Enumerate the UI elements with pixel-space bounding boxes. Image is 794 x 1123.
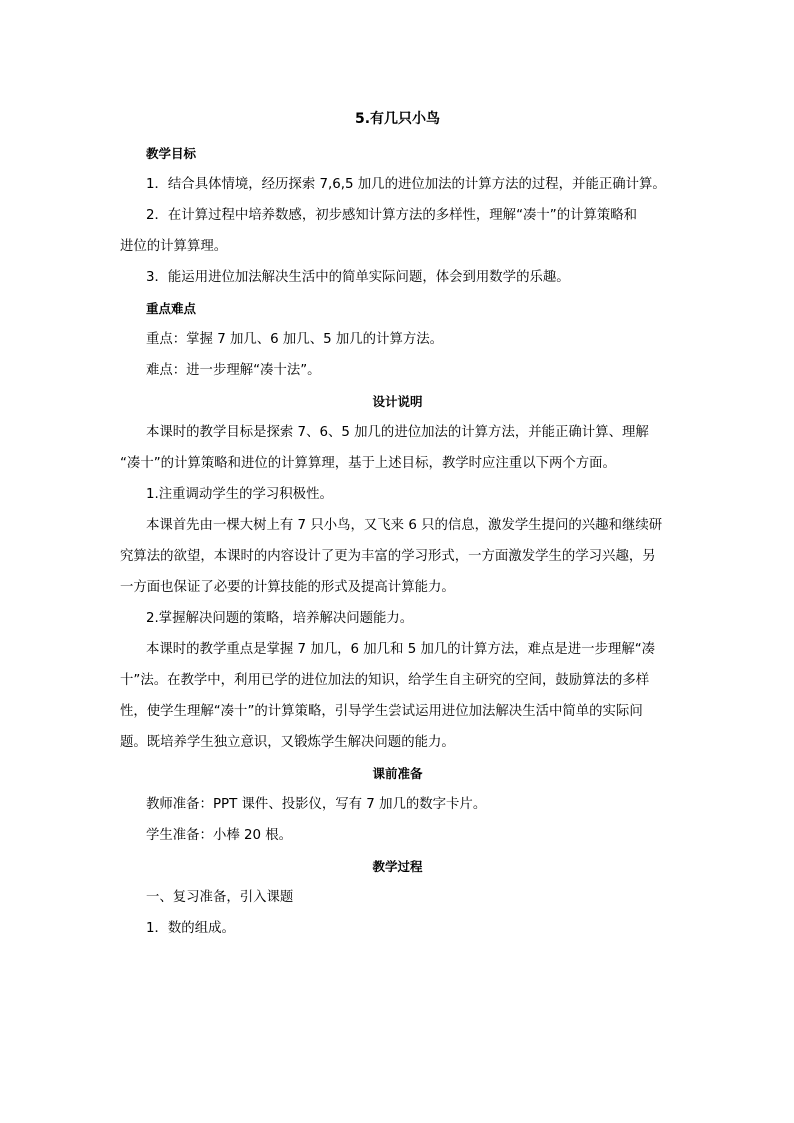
- goal-3: 3．能运用进位加法解决生活中的简单实际问题，体会到用数学的乐趣。: [146, 270, 570, 285]
- student-prep: 学生准备：小棒 20 根。: [146, 828, 293, 843]
- goals-heading: 教学目标: [146, 146, 197, 161]
- teacher-prep: 教师准备：PPT 课件、投影仪，写有 7 加几的数字卡片。: [146, 797, 487, 812]
- design-intro-line-1: 本课时的教学目标是探索 7、6、5 加几的进位加法的计算方法，并能正确计算、理解: [146, 425, 649, 440]
- design-point-2-text-line-3: 性，使学生理解“凑十”的计算策略，引导学生尝试运用进位加法解决生活中简单的实际问: [120, 704, 643, 719]
- design-point-1-text-line-3: 一方面也保证了必要的计算技能的形式及提高计算能力。: [120, 580, 455, 595]
- design-point-2-text-line-1: 本课时的教学重点是掌握 7 加几，6 加几和 5 加几的计算方法，难点是进一步理解“凑: [146, 642, 656, 657]
- design-point-2-text-line-2: 十”法。在教学中，利用已学的进位加法的知识，给学生自主研究的空间，鼓励算法的多样: [120, 673, 650, 688]
- design-point-2-text-line-4: 题。既培养学生独立意识，又锻炼学生解决问题的能力。: [120, 735, 455, 750]
- design-intro-line-2: “凑十”的计算策略和进位的计算算理，基于上述目标，教学时应注重以下两个方面。: [120, 456, 616, 471]
- design-point-1: 1.注重调动学生的学习积极性。: [146, 487, 333, 502]
- goal-2-line-2: 进位的计算算理。: [120, 239, 228, 254]
- process-heading: 教学过程: [372, 859, 423, 874]
- design-heading: 设计说明: [372, 394, 423, 409]
- prep-heading: 课前准备: [372, 766, 423, 781]
- key-point: 重点：掌握 7 加几、6 加几、5 加几的计算方法。: [146, 332, 444, 347]
- goal-1: 1．结合具体情境，经历探索 7,6,5 加几的进位加法的计算方法的过程，并能正确计算。: [146, 177, 666, 192]
- document-page: [120, 106, 675, 944]
- document-title: 5.有几只小鸟: [354, 111, 441, 127]
- design-point-1-text-line-2: 究算法的欲望，本课时的内容设计了更为丰富的学习形式，一方面激发学生的学习兴趣，另: [120, 549, 656, 564]
- design-point-1-text-line-1: 本课首先由一棵大树上有 7 只小鸟，又飞来 6 只的信息，激发学生提问的兴趣和继续研: [146, 518, 663, 533]
- difficult-point: 难点：进一步理解“凑十法”。: [146, 363, 321, 378]
- process-step-1: 一、复习准备，引入课题: [146, 890, 294, 905]
- goal-2-line-1: 2．在计算过程中培养数感，初步感知计算方法的多样性，理解“凑十”的计算策略和: [146, 208, 638, 223]
- key-heading: 重点难点: [146, 301, 197, 316]
- design-point-2: 2.掌握解决问题的策略，培养解决问题能力。: [146, 611, 414, 626]
- process-step-1-item-1: 1．数的组成。: [146, 921, 235, 936]
